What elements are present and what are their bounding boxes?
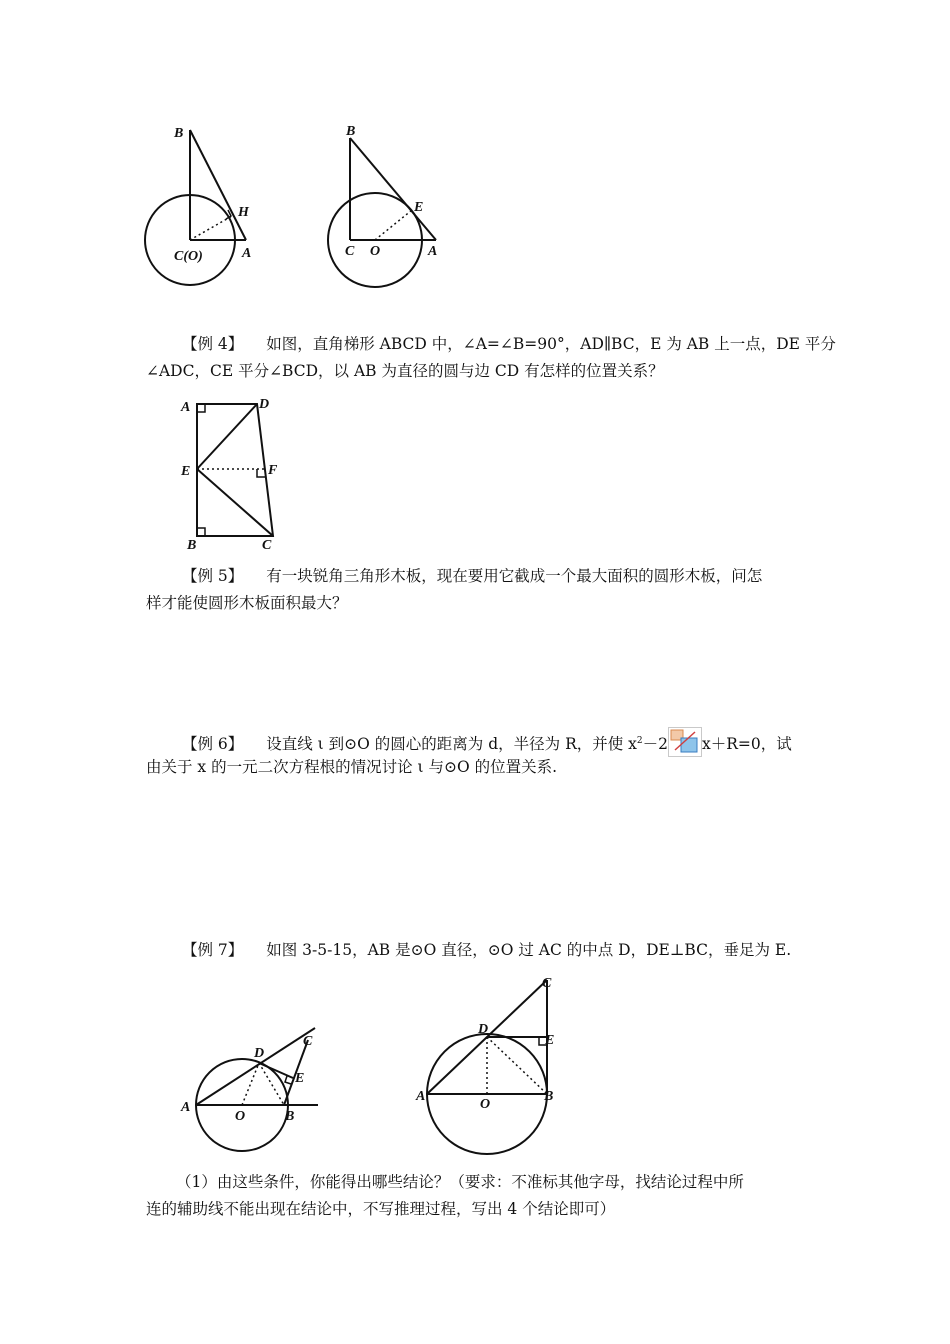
label-a: A — [428, 244, 438, 259]
right-angle-mark-b — [197, 528, 205, 536]
label-b: B — [285, 1109, 295, 1124]
broken-image-icon — [668, 727, 702, 757]
example-6-text-b: －2 — [642, 735, 669, 753]
label-a: A — [181, 400, 191, 415]
label-b: B — [346, 124, 356, 139]
figure-circle-ab-oblique — [175, 1020, 335, 1155]
label-f: F — [268, 463, 278, 478]
example-6-text-a: 设直线 ι 到⊙O 的圆心的距离为 d，半径为 R，并使 x — [266, 735, 637, 753]
example-5-text-1: 有一块锐角三角形木板，现在要用它截成一个最大面积的圆形木板，问怎 — [266, 567, 763, 585]
label-b: B — [187, 538, 197, 553]
label-a: A — [181, 1100, 191, 1115]
figure-trapezoid-abcd — [175, 392, 285, 554]
label-d: D — [478, 1022, 489, 1037]
figure-circle-c-o — [140, 118, 270, 298]
label-o: O — [235, 1109, 246, 1124]
label-e: E — [414, 200, 424, 215]
label-d: D — [254, 1046, 265, 1061]
example-7-text-1: 如图 3-5-15，AB 是⊙O 直径，⊙O 过 AC 的中点 D，DE⊥BC，垂足为 E. — [266, 941, 792, 959]
label-o: O — [480, 1097, 491, 1112]
label-c: C — [262, 538, 272, 553]
label-c: C — [303, 1034, 313, 1049]
example-5-tag: 【例 5】 — [182, 567, 244, 585]
right-angle-mark-f — [257, 469, 265, 477]
example-4-line-1 — [182, 331, 836, 358]
label-o: O — [370, 244, 381, 259]
example-4-line-2: ∠ADC，CE 平分∠BCD，以 AB 为直径的圆与边 CD 有怎样的位置关系？ — [146, 362, 664, 380]
right-angle-mark-a — [197, 404, 205, 412]
label-e: E — [181, 464, 191, 479]
label-c: C — [345, 244, 355, 259]
example-5-line-1 — [182, 563, 762, 590]
label-e: E — [295, 1071, 305, 1086]
label-co: C(O) — [174, 249, 203, 264]
exponent-2: 2 — [636, 735, 643, 746]
example-6-tag: 【例 6】 — [182, 735, 244, 753]
trapezoid-outline — [197, 404, 273, 536]
segment-ba — [190, 130, 246, 240]
label-b: B — [174, 126, 184, 141]
example-7-line-1 — [182, 937, 791, 964]
example-7-tag: 【例 7】 — [182, 941, 244, 959]
segment-de — [259, 1063, 293, 1078]
label-a: A — [242, 246, 252, 261]
figure-circle-ab-vertical — [410, 970, 580, 1160]
label-a: A — [416, 1089, 426, 1104]
figure-circle-o — [320, 118, 450, 298]
label-c: C — [542, 976, 552, 991]
segment-ed — [197, 404, 257, 469]
dotted-oe — [375, 210, 412, 240]
example-6-line-2: 由关于 x 的一元二次方程根的情况讨论 ι 与⊙O 的位置关系. — [146, 758, 558, 776]
label-b: B — [544, 1089, 554, 1104]
example-6-text-c: x＋R=0，试 — [702, 735, 792, 753]
example-5-line-2: 样才能使圆形木板面积最大？ — [146, 594, 348, 612]
segment-ba — [350, 138, 436, 240]
segment-ec — [197, 469, 273, 536]
label-d: D — [259, 397, 270, 412]
label-e: E — [545, 1033, 555, 1048]
label-h: H — [238, 205, 249, 220]
example-4-tag: 【例 4】 — [182, 335, 244, 353]
dotted-db — [487, 1037, 547, 1094]
question-1-line-1: （1）由这些条件，你能得出哪些结论？（要求：不准标其他字母，找结论过程中所 — [176, 1173, 744, 1191]
dotted-ch — [190, 216, 232, 240]
example-4-text-1: 如图，直角梯形 ABCD 中，∠A=∠B=90°，AD∥BC，E 为 AB 上一点，DE 平分 — [266, 335, 836, 353]
question-1-line-2: 连的辅助线不能出现在结论中，不写推理过程，写出 4 个结论即可） — [146, 1200, 616, 1218]
